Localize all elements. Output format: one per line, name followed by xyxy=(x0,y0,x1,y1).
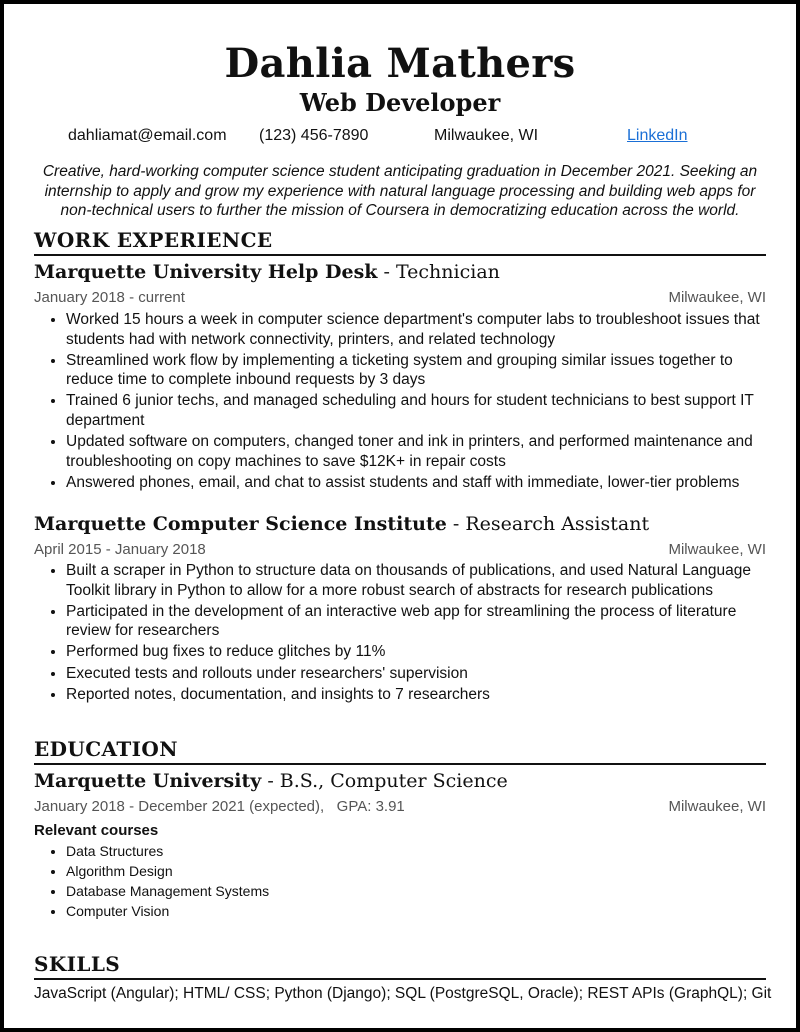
candidate-name: Dahlia Mathers xyxy=(224,40,576,87)
job-meta xyxy=(34,288,766,308)
job-role: Research Assistant xyxy=(465,513,650,535)
courses-label: Relevant courses xyxy=(34,822,159,839)
job-bullet: • Participated in the development of an interactive web app for streamlining the process of literature review for researchers xyxy=(66,602,766,641)
education-meta xyxy=(34,797,766,817)
course-list xyxy=(34,841,766,921)
course-item: • Database Management Systems xyxy=(66,881,766,901)
contact-location: Milwaukee, WI xyxy=(434,127,539,144)
section-work-experience: WORK EXPERIENCE xyxy=(34,228,766,256)
linkedin-link[interactable]: LinkedIn xyxy=(627,127,688,144)
job-separator: - xyxy=(446,513,466,535)
job-bullet: • Worked 15 hours a week in computer science department's computer labs to troubleshoot issues that students had with network connectivity, printers, and related technology xyxy=(66,310,766,349)
course-item: • Data Structures xyxy=(66,841,766,861)
education-separator: - xyxy=(261,770,280,792)
candidate-title: Web Developer xyxy=(299,88,501,117)
job-meta xyxy=(34,540,766,560)
job-bullet: • Streamlined work flow by implementing a ticketing system and grouping similar issues together to reduce time to complete inbound requests by 3 days xyxy=(66,351,766,390)
job-role: Technician xyxy=(395,261,500,283)
resume-page xyxy=(4,4,796,1028)
course-item: • Computer Vision xyxy=(66,901,766,921)
job-bullet: • Built a scraper in Python to structure data on thousands of publications, and used Natural Language Toolkit library in Python to allow for a more robust search of abstracts for research publications xyxy=(66,561,766,600)
job-dates: January 2018 - current xyxy=(34,289,185,306)
linkedin-link-wrap xyxy=(627,126,688,146)
contact-email: dahliamat@email.com xyxy=(68,127,227,144)
job-bullet: • Updated software on computers, changed toner and ink in printers, and performed maintenance and troubleshooting on copy machines to save $12K+ in repair costs xyxy=(66,432,766,471)
course-item: • Algorithm Design xyxy=(66,861,766,881)
job-org: Marquette Computer Science Institute xyxy=(34,513,447,535)
job-bullet: • Performed bug fixes to reduce glitches by 11% xyxy=(66,642,766,662)
education-heading xyxy=(34,769,508,793)
job-bullets xyxy=(34,310,766,494)
job-org: Marquette University Help Desk xyxy=(34,261,378,283)
section-education: EDUCATION xyxy=(34,737,766,765)
job-heading xyxy=(34,512,649,536)
job-bullet: • Answered phones, email, and chat to assist students and staff with immediate, lower-tier problems xyxy=(66,473,766,493)
job-location: Milwaukee, WI xyxy=(668,289,766,306)
job-location: Milwaukee, WI xyxy=(668,541,766,558)
education-dates: January 2018 - December 2021 (expected), GPA: 3.91 xyxy=(34,798,405,815)
education-degree: B.S., Computer Science xyxy=(279,770,508,792)
section-skills: SKILLS xyxy=(34,952,766,980)
job-heading xyxy=(34,260,500,284)
education-location: Milwaukee, WI xyxy=(668,798,766,815)
job-dates: April 2015 - January 2018 xyxy=(34,541,206,558)
skills-list: JavaScript (Angular); HTML/ CSS; Python (Django); SQL (PostgreSQL, Oracle); REST APIs (GraphQL); Git xyxy=(34,985,772,1002)
job-bullet: • Reported notes, documentation, and insights to 7 researchers xyxy=(66,685,766,705)
job-bullet: • Executed tests and rollouts under researchers' supervision xyxy=(66,664,766,684)
education-school: Marquette University xyxy=(34,770,262,792)
contact-phone: (123) 456-7890 xyxy=(259,127,369,144)
job-separator: - xyxy=(377,261,396,283)
job-bullet: • Trained 6 junior techs, and managed scheduling and hours for student technicians to best support IT department xyxy=(66,391,766,430)
job-bullets xyxy=(34,561,766,706)
summary: Creative, hard-working computer science student anticipating graduation in December 2021. Seeking an internship to apply and grow my experience with natural language processing and building web apps for non-technical users to further the mission of Coursera in democratizing education across the world. xyxy=(42,163,758,219)
